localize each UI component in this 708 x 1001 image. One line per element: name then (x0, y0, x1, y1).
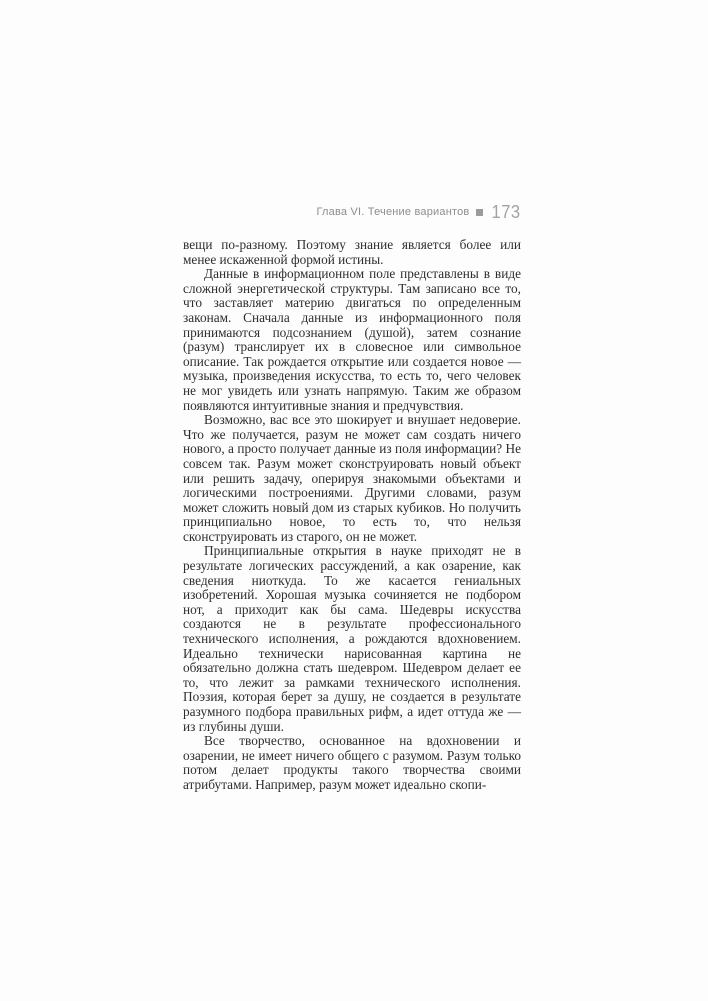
paragraph-continuation: вещи по-разному. Поэтому знание является более или менее искаженной формой истины. (183, 237, 521, 267)
running-header (183, 203, 521, 221)
body-text-column (183, 238, 521, 793)
square-bullet-icon (476, 209, 483, 216)
paragraph: Данные в информационном поле представлены в виде сложной энергетической структуры. Там записано все то, что заставляет материю двигаться по определенным законам. Сначала данные из информационного поля принимаются подсознанием (душой), затем сознание (разум) транслирует их в словесное или символьное описание. Так рождается открытие или создается новое — музыка, произведения искусства, то есть то, чего человек не мог увидеть или узнать напрямую. Таким же образом появляются интуитивные знания и предчувствия. (183, 266, 521, 413)
paragraph: Принципиальные открытия в науке приходят не в результате логических рассуждений, а как озарение, как сведения ниоткуда. То же касается гениальных изобретений. Хорошая музыка сочиняется не подбором нот, а приходит как бы сама. Шедевры искусства создаются не в результате профессионального технического исполнения, а рождаются вдохновением. Идеально технически нарисованная картина не обязательно должна стать шедевром. Шедевром делает ее то, что лежит за рамками технического исполнения. Поэзия, которая берет за душу, не создается в результате разумного подбора правильных рифм, а идет оттуда же — из глубины души. (183, 543, 521, 734)
paragraph: Все творчество, основанное на вдохновении и озарении, не имеет ничего общего с разумом. Разум только потом делает продукты такого творчества своими атрибутами. Например, разум может идеально скопи- (183, 733, 521, 792)
page-number: 173 (491, 202, 521, 222)
chapter-title: Глава VI. Течение вариантов (316, 206, 470, 218)
paragraph: Возможно, вас все это шокирует и внушает недоверие. Что же получается, разум не может сам создать ничего нового, а просто получает данные из поля информации? Не совсем так. Разум может сконструировать новый объект или решить задачу, оперируя знакомыми объектами и логическими построениями. Другими словами, разум может сложить новый дом из старых кубиков. Но получить принципиально новое, то есть то, что нельзя сконструировать из старого, он не может. (183, 412, 521, 544)
